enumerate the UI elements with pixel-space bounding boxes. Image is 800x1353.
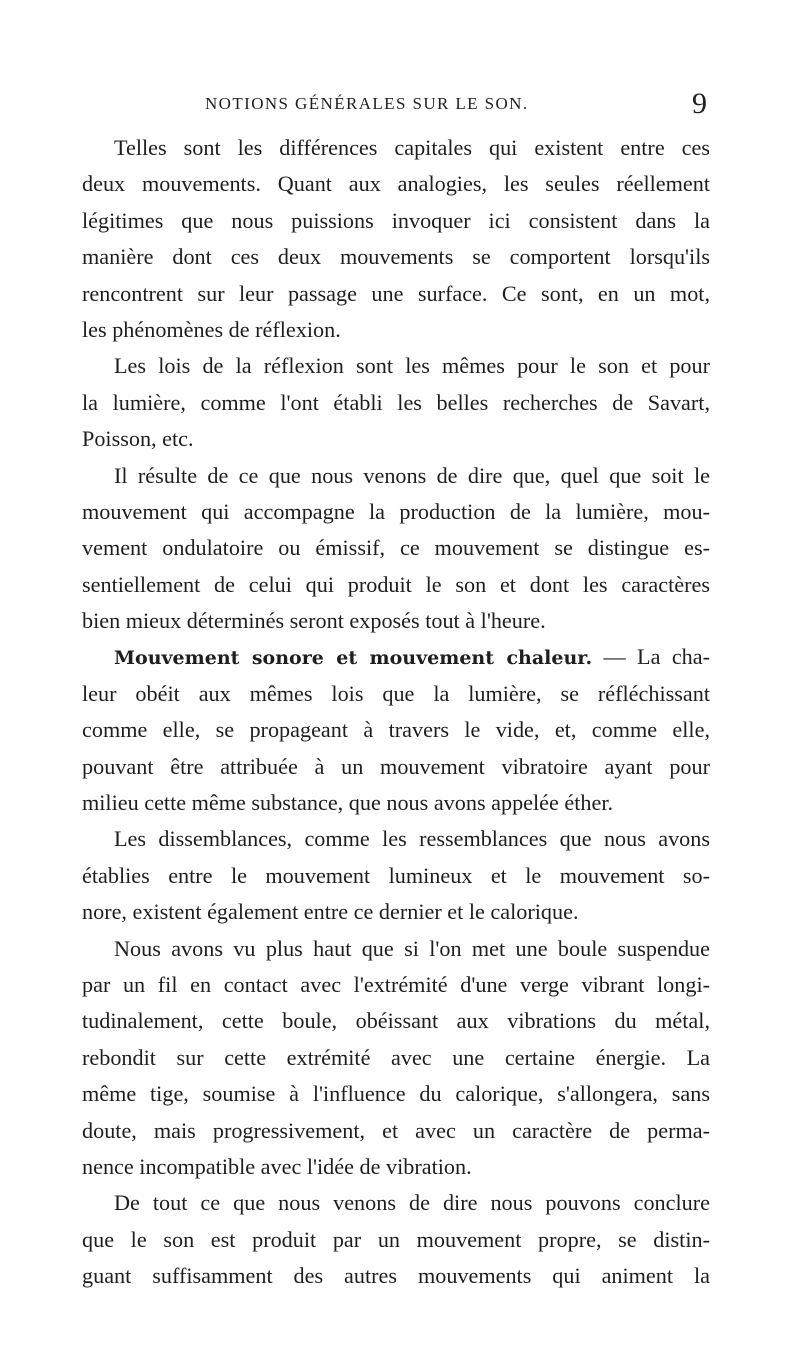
text-line: bien mieux déterminés seront exposés tout à l'heure. xyxy=(82,608,546,634)
text-line: guant suffisamment des autres mouvements qui animent la xyxy=(82,1263,710,1289)
text-line: établies entre le mouvement lumineux et le mouvement so- xyxy=(82,862,710,888)
text-line: Les dissemblances, comme les ressemblances que nous avons xyxy=(114,826,710,852)
text-line: sentiellement de celui qui produit le son et dont les caractères xyxy=(82,571,710,597)
section-heading-line xyxy=(82,639,710,675)
text-line: De tout ce que nous venons de dire nous pouvons conclure xyxy=(114,1190,710,1216)
text-line: Telles sont les différences capitales qui existent entre ces xyxy=(114,135,710,160)
text-line: les phénomènes de réflexion. xyxy=(82,316,341,342)
text-line: vement ondulatoire ou émissif, ce mouvement se distingue es- xyxy=(82,535,710,561)
text-line: que le son est produit par un mouvement propre, se distin- xyxy=(82,1226,710,1252)
text-line: tudinalement, cette boule, obéissant aux vibrations du métal, xyxy=(82,1008,710,1034)
text-line: milieu cette même substance, que nous avons appelée éther. xyxy=(82,790,614,816)
text-line: manière dont ces deux mouvements se comportent lorsqu'ils xyxy=(82,244,710,270)
text-line: deux mouvements. Quant aux analogies, les seules réellement xyxy=(82,171,710,197)
text-line: Nous avons vu plus haut que si l'on met une boule suspendue xyxy=(114,935,710,961)
text-line: rencontrent sur leur passage une surface. Ce sont, en un mot, xyxy=(82,280,710,306)
text-line: légitimes que nous puissions invoquer ici consistent dans la xyxy=(82,207,710,233)
text-line: par un fil en contact avec l'extrémité d'une verge vibrant longi- xyxy=(82,971,710,997)
text-line: pouvant être attribuée à un mouvement vibratoire ayant pour xyxy=(82,753,710,779)
text-line: leur obéit aux mêmes lois que la lumière, se réfléchissant xyxy=(82,680,710,706)
section-heading-tail: — La cha- xyxy=(592,644,710,670)
text-line: doute, mais progressivement, et avec un caractère de perma- xyxy=(82,1117,710,1143)
text-line: rebondit sur cette extrémité avec une certaine énergie. La xyxy=(82,1044,710,1070)
text-line: mouvement qui accompagne la production de la lumière, mou- xyxy=(82,498,710,524)
text-line: nore, existent également entre ce dernier et le calorique. xyxy=(82,899,579,925)
page-number: 9 xyxy=(692,87,707,120)
text-line: même tige, soumise à l'influence du calorique, s'allongera, sans xyxy=(82,1081,710,1107)
running-title: NOTIONS GÉNÉRALES SUR LE SON. xyxy=(205,94,529,113)
text-line: Il résulte de ce que nous venons de dire que, quel que soit le xyxy=(114,462,710,488)
body-text xyxy=(82,130,710,1295)
section-heading: Mouvement sonore et mouvement chaleur. xyxy=(114,647,593,670)
text-line: nence incompatible avec l'idée de vibration. xyxy=(82,1153,472,1179)
text-line: Poisson, etc. xyxy=(82,426,194,452)
text-line: Les lois de la réflexion sont les mêmes pour le son et pour xyxy=(114,353,710,379)
text-line: la lumière, comme l'ont établi les belles recherches de Savart, xyxy=(82,389,710,415)
text-line: comme elle, se propageant à travers le vide, et, comme elle, xyxy=(82,717,710,743)
running-head xyxy=(0,89,800,119)
